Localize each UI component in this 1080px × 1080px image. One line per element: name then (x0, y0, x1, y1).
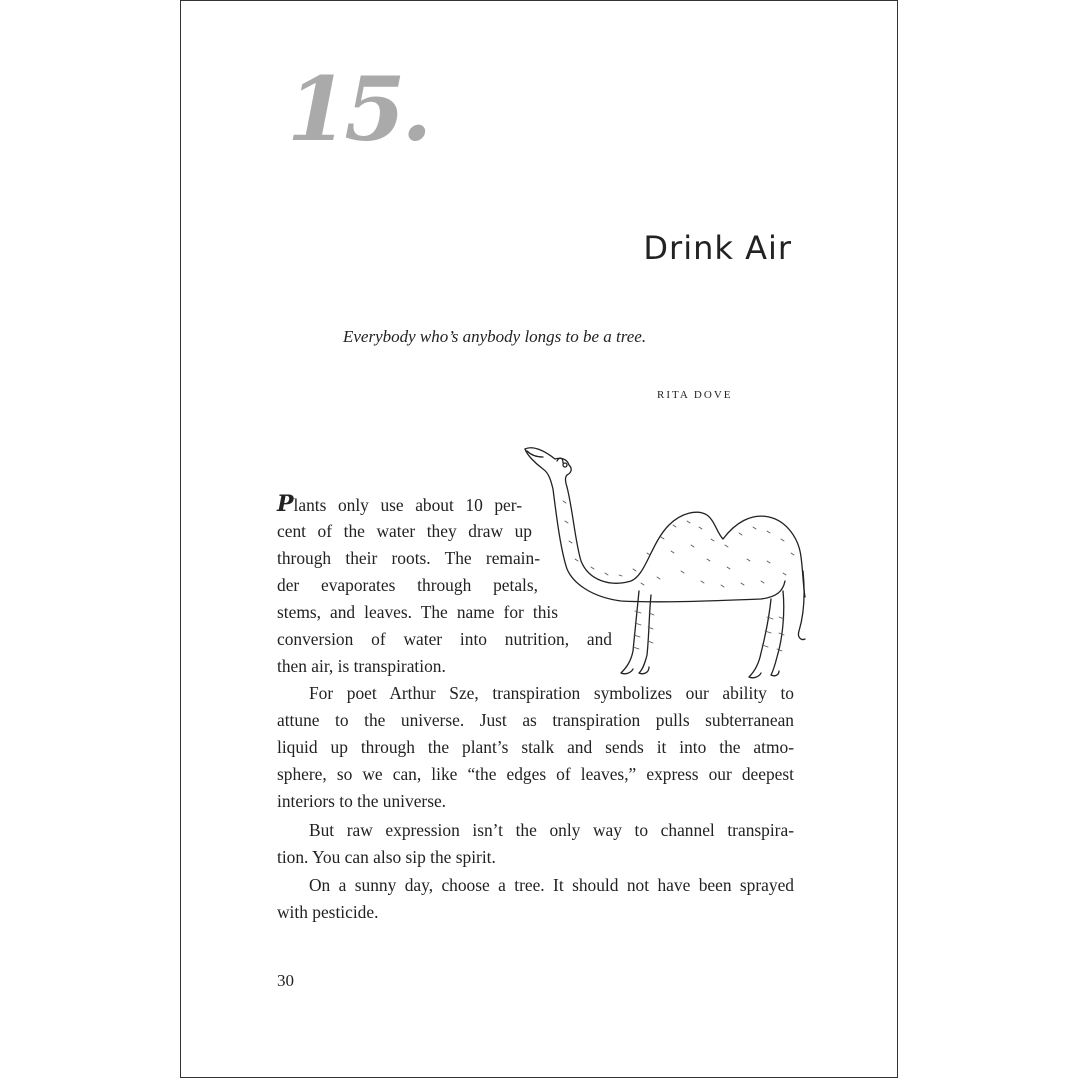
drop-cap: P (277, 491, 294, 517)
text-line: tion. You can also sip the spirit. (277, 847, 496, 867)
chapter-title: Drink Air (643, 229, 792, 267)
text-line: conversion of water into nutrition, and (277, 629, 612, 649)
text-line: Plants only use about 10 per- (277, 491, 522, 517)
text-line: stems, and leaves. The name for this (277, 602, 558, 622)
text-line: der evaporates through petals, (277, 575, 538, 595)
text-line: interiors to the universe. (277, 791, 447, 811)
text-line: attune to the universe. Just as transpiration pulls subterranean (277, 710, 794, 730)
text-line: On a sunny day, choose a tree. It should not have been sprayed (309, 875, 794, 895)
text-line: liquid up through the plant’s stalk and sends it into the atmo- (277, 737, 794, 757)
text-line: cent of the water they draw up (277, 521, 532, 541)
text-line: then air, is transpiration. (277, 656, 446, 676)
text-line: But raw expression isn’t the only way to channel transpira- (309, 820, 794, 840)
page-number: 30 (277, 971, 294, 990)
text-line: with pesticide. (277, 902, 379, 922)
epigraph-author: RITA DOVE (657, 389, 733, 401)
text-line: For poet Arthur Sze, transpiration symbolizes our ability to (309, 683, 794, 703)
book-page (180, 0, 898, 1078)
chapter-number: 15. (287, 57, 429, 161)
text-line: sphere, so we can, like “the edges of leaves,” express our deepest (277, 764, 794, 784)
text-line: through their roots. The remain- (277, 548, 540, 568)
epigraph-quote: Everybody who’s anybody longs to be a tree. (343, 327, 647, 346)
camel-illustration (521, 441, 811, 689)
